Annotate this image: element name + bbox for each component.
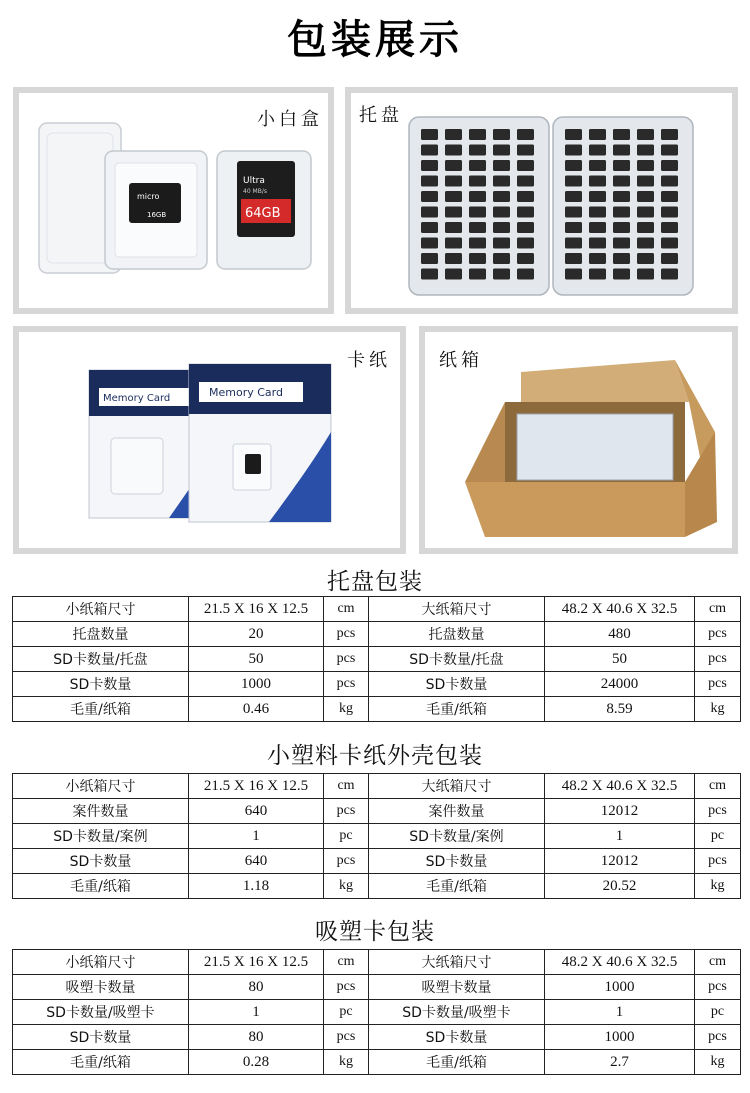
micro-sd-card — [637, 238, 654, 249]
card-product-name-front: Memory Card — [209, 386, 283, 399]
micro-sd-card — [613, 238, 630, 249]
small-carton-value: 50 — [189, 647, 324, 672]
micro-sd-card — [661, 129, 678, 140]
micro-sd-card — [517, 222, 534, 233]
large-carton-unit: pc — [695, 1000, 741, 1025]
small-carton-unit: kg — [324, 1050, 369, 1075]
spec-table-tray-packing — [12, 596, 741, 722]
micro-sd-card — [637, 222, 654, 233]
small-carton-value: 80 — [189, 975, 324, 1000]
micro-sd-card — [637, 253, 654, 264]
panel-label-small-box: 小白盒 — [257, 109, 323, 130]
large-carton-value: 1000 — [545, 975, 695, 1000]
table-row — [13, 697, 741, 722]
micro-sd-card — [469, 253, 486, 264]
card-paper-photo — [19, 332, 400, 548]
sd-capacity-text: 64GB — [245, 206, 281, 221]
micro-sd-card — [493, 145, 510, 156]
micro-sd-card — [445, 253, 462, 264]
small-carton-label: 小纸箱尺寸 — [13, 950, 189, 975]
tray-panel — [345, 87, 738, 314]
micro-sd-card — [565, 145, 582, 156]
micro-sd-card — [445, 145, 462, 156]
micro-sd-card — [517, 129, 534, 140]
small-carton-value: 1 — [189, 1000, 324, 1025]
small-carton-unit: pcs — [324, 647, 369, 672]
large-carton-unit: cm — [695, 597, 741, 622]
small-carton-unit: pcs — [324, 622, 369, 647]
micro-sd-card — [421, 269, 438, 280]
large-carton-label: SD卡数量 — [369, 849, 545, 874]
large-carton-value: 50 — [545, 647, 695, 672]
table-row — [13, 672, 741, 697]
table-row — [13, 647, 741, 672]
small-carton-label: SD卡数量 — [13, 849, 189, 874]
small-carton-value: 0.46 — [189, 697, 324, 722]
table-row — [13, 774, 741, 799]
card-paper-panel — [13, 326, 406, 554]
table-row — [13, 824, 741, 849]
large-carton-value: 24000 — [545, 672, 695, 697]
micro-sd-card — [565, 269, 582, 280]
small-carton-label: 毛重/纸箱 — [13, 1050, 189, 1075]
small-carton-value: 1.18 — [189, 874, 324, 899]
small-carton-label: 案件数量 — [13, 799, 189, 824]
table-row — [13, 1025, 741, 1050]
micro-sd-card — [445, 207, 462, 218]
tray-right — [553, 117, 693, 295]
large-carton-unit: cm — [695, 774, 741, 799]
micro-sd-card — [565, 253, 582, 264]
large-carton-unit: pcs — [695, 1025, 741, 1050]
small-carton-unit: pcs — [324, 1025, 369, 1050]
large-carton-unit: kg — [695, 1050, 741, 1075]
large-carton-unit: cm — [695, 950, 741, 975]
small-carton-unit: pc — [324, 824, 369, 849]
large-carton-value: 48.2 X 40.6 X 32.5 — [545, 597, 695, 622]
micro-sd-card — [445, 176, 462, 187]
micro-sd-card — [565, 238, 582, 249]
large-carton-unit: pcs — [695, 975, 741, 1000]
tray-left — [409, 117, 549, 295]
large-carton-label: 大纸箱尺寸 — [369, 950, 545, 975]
small-box-panel — [13, 87, 334, 314]
small-carton-value: 640 — [189, 849, 324, 874]
small-carton-label: SD卡数量 — [13, 1025, 189, 1050]
micro-sd-card — [589, 269, 606, 280]
small-carton-label: SD卡数量/托盘 — [13, 647, 189, 672]
micro-sd-card — [637, 191, 654, 202]
micro-sd-card — [493, 269, 510, 280]
micro-sd-card — [637, 176, 654, 187]
panel-label-carton: 纸箱 — [439, 350, 483, 371]
large-carton-label: 大纸箱尺寸 — [369, 774, 545, 799]
small-carton-value: 80 — [189, 1025, 324, 1050]
micro-sd-card — [613, 129, 630, 140]
small-carton-unit: cm — [324, 950, 369, 975]
small-carton-value: 0.28 — [189, 1050, 324, 1075]
micro-sd-card — [565, 160, 582, 171]
micro-sd-card — [445, 222, 462, 233]
micro-sd-card — [421, 176, 438, 187]
small-carton-unit: pcs — [324, 799, 369, 824]
large-carton-label: 吸塑卡数量 — [369, 975, 545, 1000]
sd-speed-text: 40 MB/s — [243, 188, 267, 195]
micro-sd-card — [469, 176, 486, 187]
large-carton-value: 12012 — [545, 849, 695, 874]
micro-sd-card — [445, 160, 462, 171]
panel-label-tray: 托盘 — [359, 105, 403, 126]
micro-sd-card — [637, 269, 654, 280]
small-carton-unit: pcs — [324, 975, 369, 1000]
large-carton-label: SD卡数量/托盘 — [369, 647, 545, 672]
large-carton-unit: pc — [695, 824, 741, 849]
micro-sd-card — [565, 176, 582, 187]
micro-sd-card — [493, 207, 510, 218]
large-carton-unit: pcs — [695, 849, 741, 874]
micro-sd-card — [421, 253, 438, 264]
small-carton-label: 毛重/纸箱 — [13, 874, 189, 899]
micro-sd-card — [421, 191, 438, 202]
section-title-plastic-case-packing: 小塑料卡纸外壳包装 — [267, 743, 483, 769]
micro-sd-card — [613, 269, 630, 280]
micro-sd-card — [661, 145, 678, 156]
micro-sd-card — [589, 238, 606, 249]
table-row — [13, 597, 741, 622]
small-carton-label: SD卡数量/案例 — [13, 824, 189, 849]
micro-sd-card — [613, 145, 630, 156]
small-carton-value: 20 — [189, 622, 324, 647]
micro-sd-card — [445, 129, 462, 140]
micro-sd-card — [517, 160, 534, 171]
large-carton-label: SD卡数量 — [369, 1025, 545, 1050]
small-carton-unit: cm — [324, 774, 369, 799]
small-carton-unit: pc — [324, 1000, 369, 1025]
micro-sd-card — [589, 207, 606, 218]
small-carton-unit: pcs — [324, 849, 369, 874]
micro-sd-card — [589, 160, 606, 171]
carton-panel — [419, 326, 738, 554]
micro-sd-card — [565, 191, 582, 202]
table-row — [13, 622, 741, 647]
micro-sd-card — [517, 191, 534, 202]
micro-sd-card — [421, 129, 438, 140]
small-box-photo — [19, 93, 328, 308]
carton-photo — [425, 332, 732, 548]
large-carton-value: 2.7 — [545, 1050, 695, 1075]
micro-sd-card — [421, 145, 438, 156]
micro-sd-card — [493, 253, 510, 264]
large-carton-label: 案件数量 — [369, 799, 545, 824]
card-capacity-text: 16GB — [147, 211, 167, 219]
micro-sd-card — [469, 160, 486, 171]
micro-sd-card — [445, 269, 462, 280]
micro-sd-card — [589, 176, 606, 187]
tray-photo — [351, 93, 732, 308]
small-carton-label: SD卡数量 — [13, 672, 189, 697]
micro-sd-card — [637, 160, 654, 171]
micro-sd-card — [469, 207, 486, 218]
small-carton-label: 小纸箱尺寸 — [13, 774, 189, 799]
micro-sd-card — [637, 207, 654, 218]
card-product-name-back: Memory Card — [103, 393, 171, 404]
panel-label-card-paper: 卡纸 — [347, 350, 391, 371]
micro-sd-card — [661, 269, 678, 280]
micro-sd-card — [493, 176, 510, 187]
micro-sd-card — [469, 222, 486, 233]
micro-sd-card — [661, 238, 678, 249]
micro-sd-card — [493, 191, 510, 202]
micro-sd-card — [661, 191, 678, 202]
small-carton-unit: kg — [324, 697, 369, 722]
large-carton-unit: kg — [695, 697, 741, 722]
micro-sd-card — [565, 207, 582, 218]
large-carton-label: 毛重/纸箱 — [369, 697, 545, 722]
micro-sd-card — [493, 129, 510, 140]
small-carton-label: SD卡数量/吸塑卡 — [13, 1000, 189, 1025]
small-carton-unit: kg — [324, 874, 369, 899]
large-carton-label: SD卡数量 — [369, 672, 545, 697]
micro-sd-card — [517, 207, 534, 218]
micro-sd-card — [517, 238, 534, 249]
micro-sd-card — [637, 129, 654, 140]
micro-sd-card — [661, 207, 678, 218]
table-row — [13, 975, 741, 1000]
micro-sd-card — [661, 253, 678, 264]
micro-sd-card — [517, 145, 534, 156]
blister-card-back — [89, 370, 201, 518]
small-carton-label: 小纸箱尺寸 — [13, 597, 189, 622]
micro-sd-card — [565, 222, 582, 233]
large-carton-label: 托盘数量 — [369, 622, 545, 647]
large-carton-value: 1000 — [545, 1025, 695, 1050]
large-carton-value: 20.52 — [545, 874, 695, 899]
large-carton-value: 48.2 X 40.6 X 32.5 — [545, 774, 695, 799]
micro-sd-card — [589, 129, 606, 140]
large-carton-label: 毛重/纸箱 — [369, 1050, 545, 1075]
small-carton-label: 毛重/纸箱 — [13, 697, 189, 722]
small-carton-value: 1 — [189, 824, 324, 849]
micro-sd-card — [637, 145, 654, 156]
micro-sd-card — [613, 176, 630, 187]
micro-sd-card — [421, 222, 438, 233]
table-row — [13, 950, 741, 975]
card-micro-text: micro — [137, 192, 160, 201]
micro-sd-card — [469, 269, 486, 280]
micro-sd-card — [613, 207, 630, 218]
micro-sd-card — [589, 145, 606, 156]
micro-sd-card — [613, 253, 630, 264]
large-carton-unit: pcs — [695, 672, 741, 697]
micro-sd-card — [469, 145, 486, 156]
micro-sd-card — [493, 222, 510, 233]
blister-card-front — [189, 364, 331, 522]
table-row — [13, 799, 741, 824]
large-carton-label: SD卡数量/吸塑卡 — [369, 1000, 545, 1025]
large-carton-unit: kg — [695, 874, 741, 899]
micro-sd-card — [589, 191, 606, 202]
micro-sd-card — [445, 238, 462, 249]
table-row — [13, 874, 741, 899]
large-carton-value: 48.2 X 40.6 X 32.5 — [545, 950, 695, 975]
small-carton-value: 640 — [189, 799, 324, 824]
small-carton-value: 1000 — [189, 672, 324, 697]
micro-sd-card — [469, 129, 486, 140]
micro-sd-card — [589, 222, 606, 233]
large-carton-unit: pcs — [695, 799, 741, 824]
small-carton-label: 托盘数量 — [13, 622, 189, 647]
large-carton-value: 480 — [545, 622, 695, 647]
table-row — [13, 849, 741, 874]
section-title-blister-packing: 吸塑卡包装 — [315, 919, 435, 945]
micro-sd-card — [517, 176, 534, 187]
small-carton-value: 21.5 X 16 X 12.5 — [189, 774, 324, 799]
micro-sd-card — [421, 160, 438, 171]
large-carton-unit: pcs — [695, 622, 741, 647]
section-title-tray-packing: 托盘包装 — [327, 569, 423, 595]
table-row — [13, 1000, 741, 1025]
micro-sd-card — [469, 191, 486, 202]
micro-sd-card — [661, 222, 678, 233]
large-carton-label: 大纸箱尺寸 — [369, 597, 545, 622]
large-carton-label: SD卡数量/案例 — [369, 824, 545, 849]
spec-table-blister-packing — [12, 949, 741, 1075]
small-carton-unit: pcs — [324, 672, 369, 697]
micro-sd-card — [613, 191, 630, 202]
micro-sd-card — [469, 238, 486, 249]
small-carton-value: 21.5 X 16 X 12.5 — [189, 597, 324, 622]
small-carton-value: 21.5 X 16 X 12.5 — [189, 950, 324, 975]
micro-sd-card — [445, 191, 462, 202]
micro-sd-card — [589, 253, 606, 264]
micro-sd-card — [421, 238, 438, 249]
micro-sd-card — [421, 207, 438, 218]
micro-sd-card — [493, 238, 510, 249]
micro-sd-card — [565, 129, 582, 140]
large-carton-value: 8.59 — [545, 697, 695, 722]
large-carton-value: 1 — [545, 1000, 695, 1025]
micro-sd-card — [493, 160, 510, 171]
micro-sd-card — [613, 160, 630, 171]
micro-sd-card — [661, 176, 678, 187]
large-carton-value: 12012 — [545, 799, 695, 824]
small-carton-label: 吸塑卡数量 — [13, 975, 189, 1000]
spec-table-plastic-case-packing — [12, 773, 741, 899]
small-carton-unit: cm — [324, 597, 369, 622]
large-carton-label: 毛重/纸箱 — [369, 874, 545, 899]
large-carton-unit: pcs — [695, 647, 741, 672]
large-carton-value: 1 — [545, 824, 695, 849]
page-title: 包装展示 — [287, 17, 463, 63]
micro-sd-card — [517, 269, 534, 280]
micro-sd-card — [613, 222, 630, 233]
micro-sd-card — [661, 160, 678, 171]
micro-sd-card — [517, 253, 534, 264]
sd-brand-text: Ultra — [243, 176, 265, 186]
table-row — [13, 1050, 741, 1075]
